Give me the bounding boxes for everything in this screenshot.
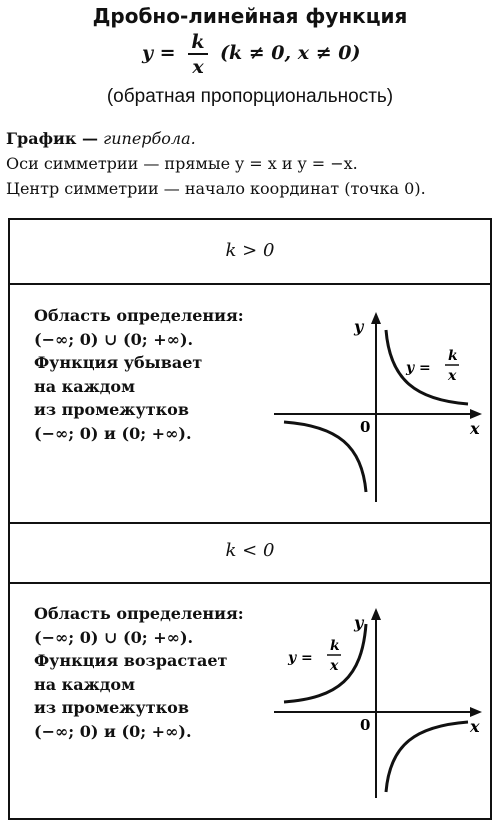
description-line: Функция убывает bbox=[34, 353, 203, 372]
case-header-positive: k > 0 bbox=[225, 240, 275, 261]
fraction-bar bbox=[188, 53, 208, 55]
intro-symmetry-axes: Оси симметрии — прямые y = x и y = −x. bbox=[6, 154, 358, 173]
origin-label: 0 bbox=[360, 418, 371, 436]
curve-label-lhs: y = bbox=[288, 650, 313, 666]
formula-lhs: y = bbox=[142, 42, 176, 64]
y-axis-arrow bbox=[371, 312, 381, 324]
formula-fraction bbox=[188, 32, 208, 77]
description-line: из промежутков bbox=[34, 698, 189, 717]
description-line: (−∞; 0) и (0; +∞). bbox=[34, 423, 192, 443]
curve-label-denominator: x bbox=[448, 368, 457, 384]
case-header-negative: k < 0 bbox=[225, 540, 275, 561]
formula-denominator: x bbox=[192, 56, 204, 78]
page-title: Дробно-линейная функция bbox=[92, 4, 408, 28]
description-line: (−∞; 0) и (0; +∞). bbox=[34, 721, 192, 741]
graph-label: График — bbox=[6, 129, 99, 148]
description-line: на каждом bbox=[34, 376, 135, 396]
table-divider bbox=[10, 283, 490, 285]
intro-symmetry-center: Центр симметрии — начало координат (точка 0). bbox=[6, 179, 426, 198]
intro-graph-line bbox=[6, 126, 496, 151]
subtitle: (обратная пропорциональность) bbox=[106, 86, 394, 107]
main-formula bbox=[0, 32, 500, 78]
properties-table bbox=[8, 218, 492, 820]
y-axis-arrow bbox=[371, 608, 381, 620]
graph-value: гипербола. bbox=[103, 129, 196, 148]
description-line: из промежутков bbox=[34, 400, 189, 419]
x-axis-label: x bbox=[470, 419, 480, 438]
description-line: (−∞; 0) ∪ (0; +∞). bbox=[34, 329, 194, 349]
description-line: на каждом bbox=[34, 674, 135, 694]
curve-label-denominator: x bbox=[330, 658, 339, 674]
description-line: (−∞; 0) ∪ (0; +∞). bbox=[34, 627, 194, 647]
hyperbola-branch-fourth-quadrant bbox=[386, 722, 468, 792]
formula-numerator: k bbox=[191, 31, 205, 53]
hyperbola-graph-negative bbox=[268, 604, 490, 804]
x-axis-arrow bbox=[470, 409, 482, 419]
hyperbola-graph-positive bbox=[268, 308, 490, 508]
x-axis-arrow bbox=[470, 707, 482, 717]
hyperbola-branch-third-quadrant bbox=[284, 422, 366, 492]
case-description-negative bbox=[34, 602, 294, 743]
origin-label: 0 bbox=[360, 716, 371, 734]
table-divider bbox=[10, 582, 490, 584]
formula-condition: (k ≠ 0, x ≠ 0) bbox=[220, 42, 361, 64]
curve-label-numerator: k bbox=[448, 348, 458, 364]
description-line: Функция возрастает bbox=[34, 651, 228, 670]
x-axis-label: x bbox=[470, 717, 480, 736]
intro-text bbox=[6, 126, 496, 201]
case-description-positive bbox=[34, 304, 294, 445]
y-axis-label: y bbox=[354, 613, 364, 632]
y-axis-label: y bbox=[354, 317, 364, 336]
description-line: Область определения: bbox=[34, 306, 244, 325]
curve-label-lhs: y = bbox=[406, 360, 431, 376]
table-divider bbox=[10, 522, 490, 524]
curve-label-numerator: k bbox=[330, 638, 340, 654]
description-line: Область определения: bbox=[34, 604, 244, 623]
